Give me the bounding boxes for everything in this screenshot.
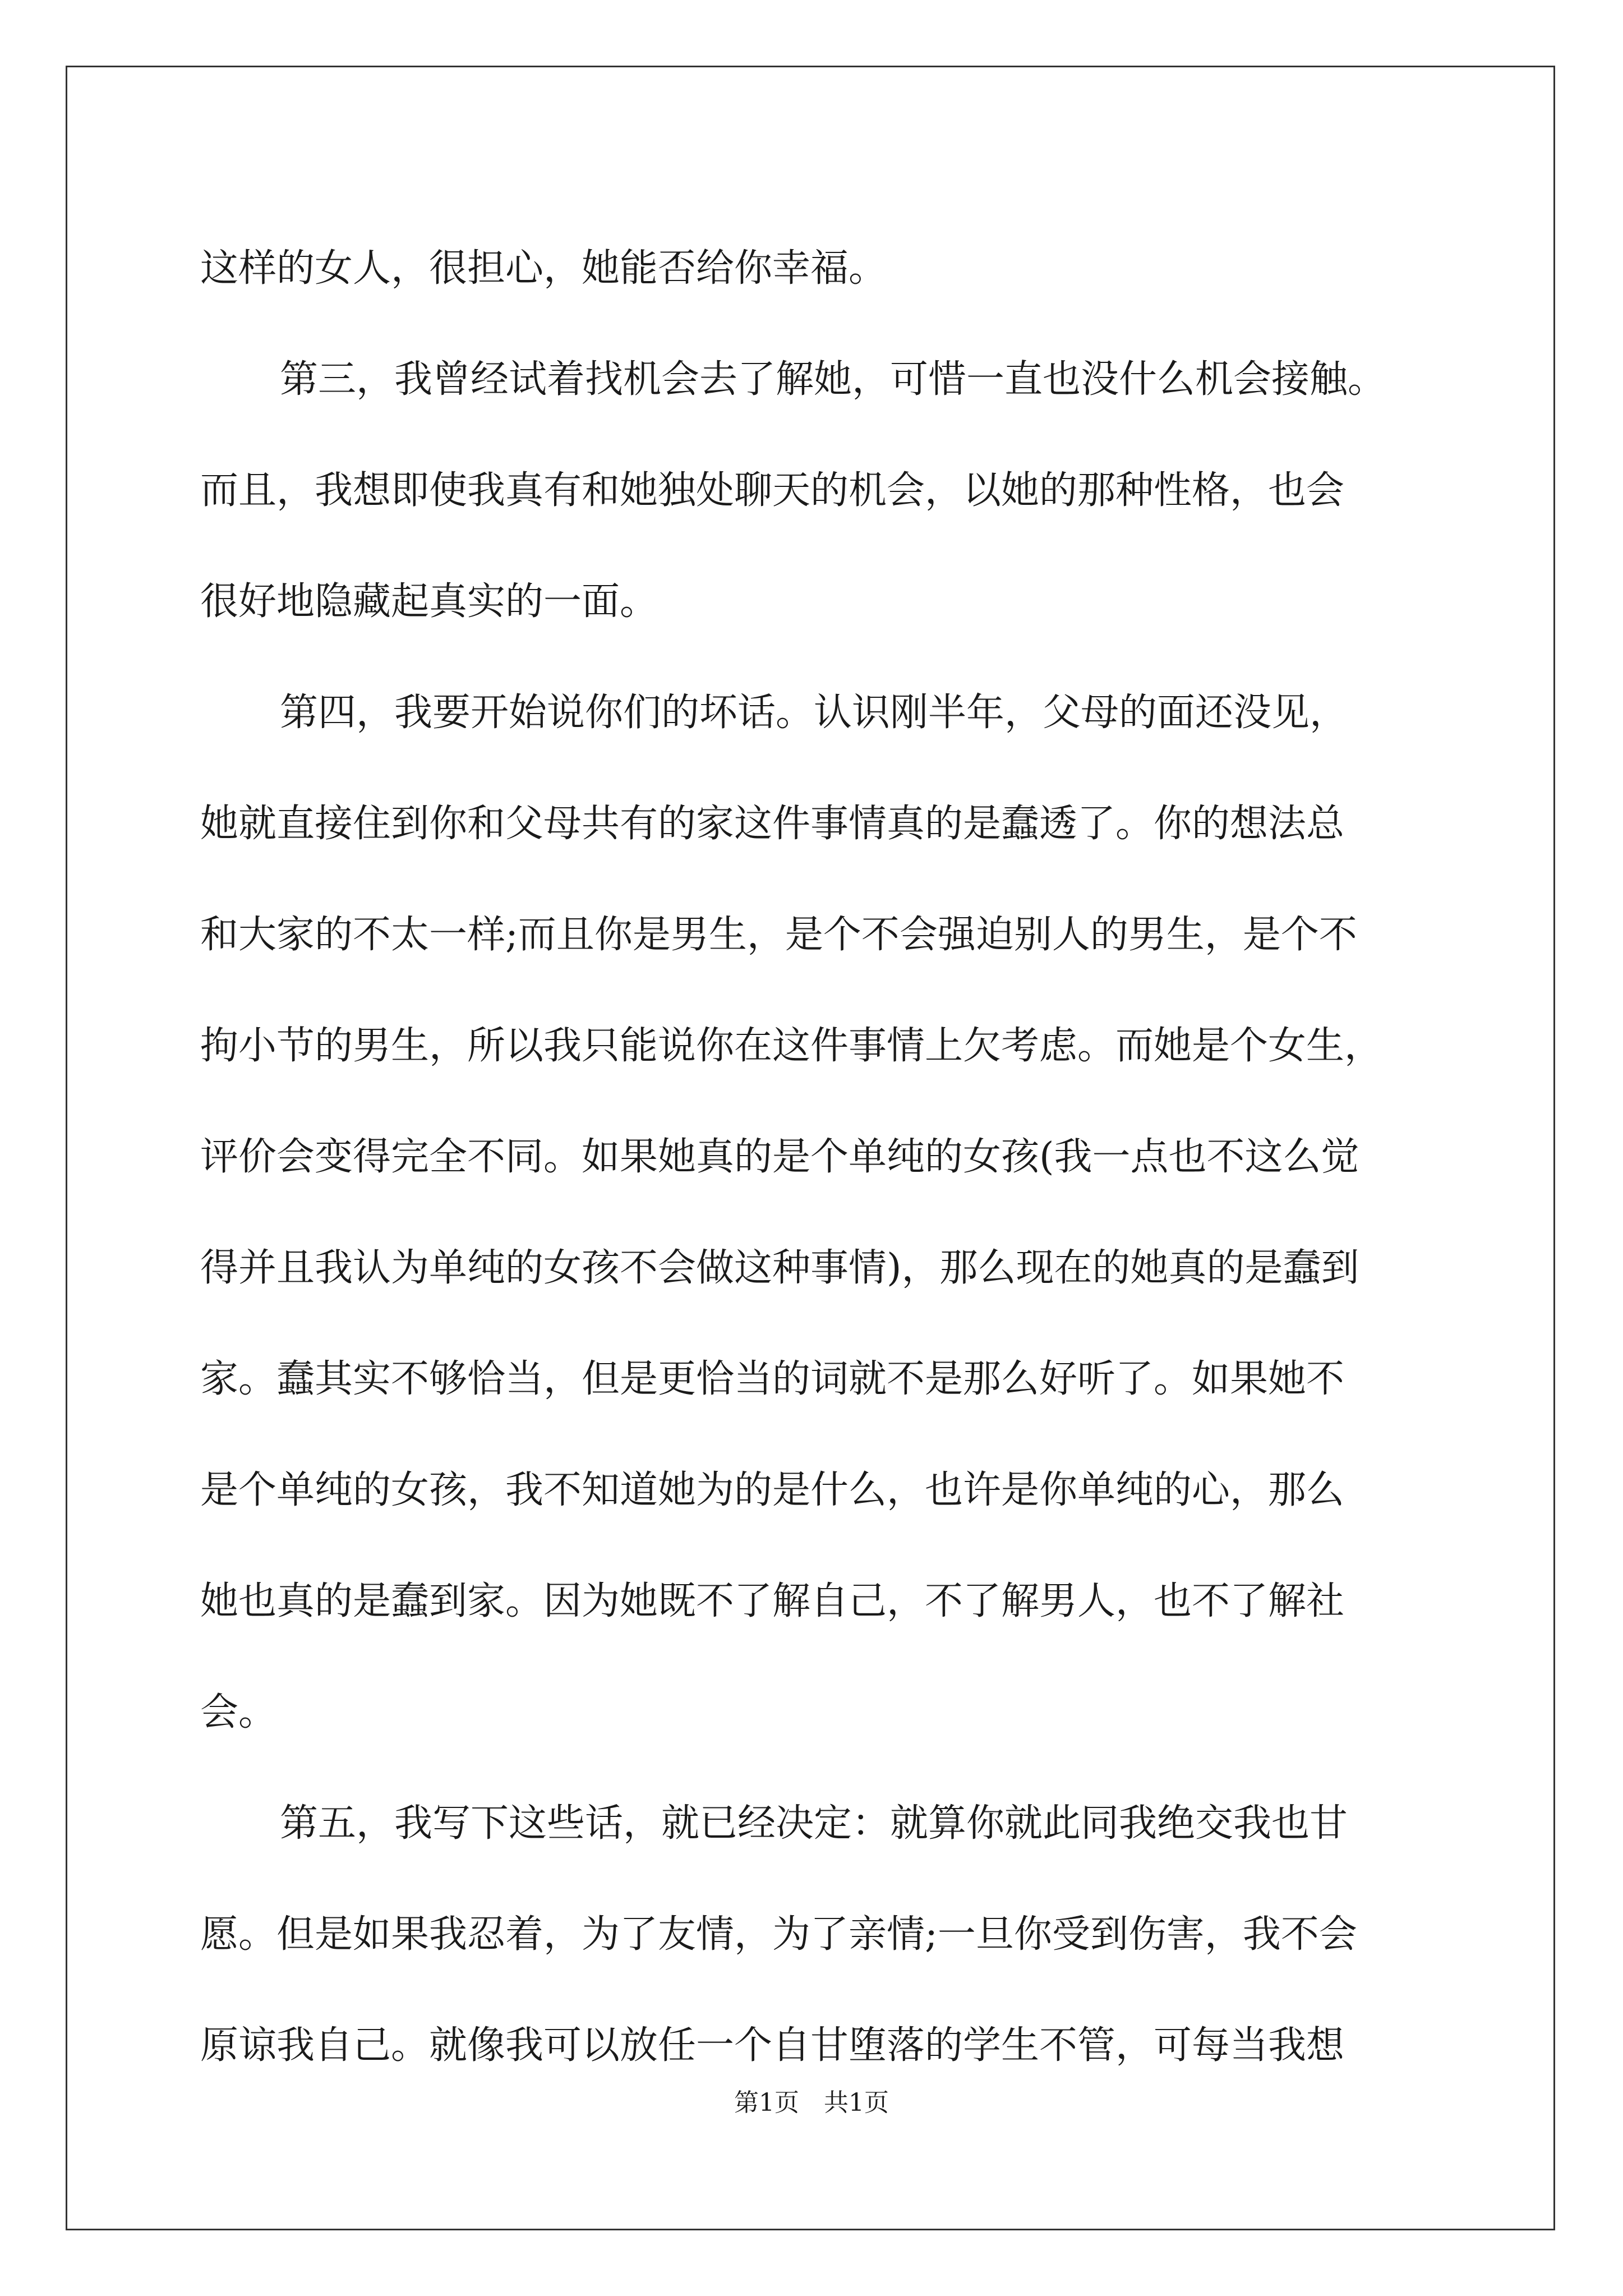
text-line: 和大家的不太一样;而且你是男生，是个不会强迫别人的男生，是个不 bbox=[200, 913, 1357, 957]
text-line: 是个单纯的女孩，我不知道她为的是什么，也许是你单纯的心，那么 bbox=[200, 1468, 1345, 1512]
text-line: 而且，我想即使我真有和她独处聊天的机会，以她的那种性格，也会 bbox=[200, 468, 1345, 513]
text-line: 拘小节的男生，所以我只能说你在这件事情上欠考虑。而她是个女生， bbox=[200, 1024, 1383, 1068]
paragraph-3 bbox=[200, 657, 1428, 1768]
paragraph-4 bbox=[200, 1768, 1428, 2101]
text-line: 很好地隐藏起真实的一面。 bbox=[200, 579, 658, 624]
text-line: 会。 bbox=[200, 1690, 277, 1734]
text-line: 这样的女人，很担心，她能否给你幸福。 bbox=[200, 246, 887, 291]
text-line: 第四，我要开始说你们的坏话。认识刚半年，父母的面还没见， bbox=[280, 691, 1348, 735]
text-line: 愿。但是如果我忍着，为了友情，为了亲情;一旦你受到伤害，我不会 bbox=[200, 1912, 1357, 1957]
text-line: 第三，我曾经试着找机会去了解她，可惜一直也没什么机会接触。 bbox=[280, 357, 1386, 402]
text-line: 原谅我自己。就像我可以放任一个自甘堕落的学生不管，可每当我想 bbox=[200, 2023, 1345, 2068]
text-line: 得并且我认为单纯的女孩不会做这种事情)，那么现在的她真的是蠢到 bbox=[200, 1246, 1359, 1290]
text-line: 她也真的是蠢到家。因为她既不了解自己，不了解男人，也不了解社 bbox=[200, 1579, 1345, 1623]
text-line: 家。蠢其实不够恰当，但是更恰当的词就不是那么好听了。如果她不 bbox=[200, 1357, 1345, 1401]
document-body bbox=[200, 213, 1428, 2101]
text-line: 她就直接住到你和父母共有的家这件事情真的是蠢透了。你的想法总 bbox=[200, 802, 1345, 846]
text-line: 评价会变得完全不同。如果她真的是个单纯的女孩(我一点也不这么觉 bbox=[200, 1135, 1359, 1179]
paragraph-2 bbox=[200, 324, 1428, 657]
page-number-label: 第1页 共1页 bbox=[734, 2088, 889, 2117]
page-footer bbox=[0, 2082, 1623, 2118]
paragraph-1 bbox=[200, 213, 1428, 324]
text-line: 第五，我写下这些话，就已经决定：就算你就此同我绝交我也甘 bbox=[280, 1801, 1348, 1846]
